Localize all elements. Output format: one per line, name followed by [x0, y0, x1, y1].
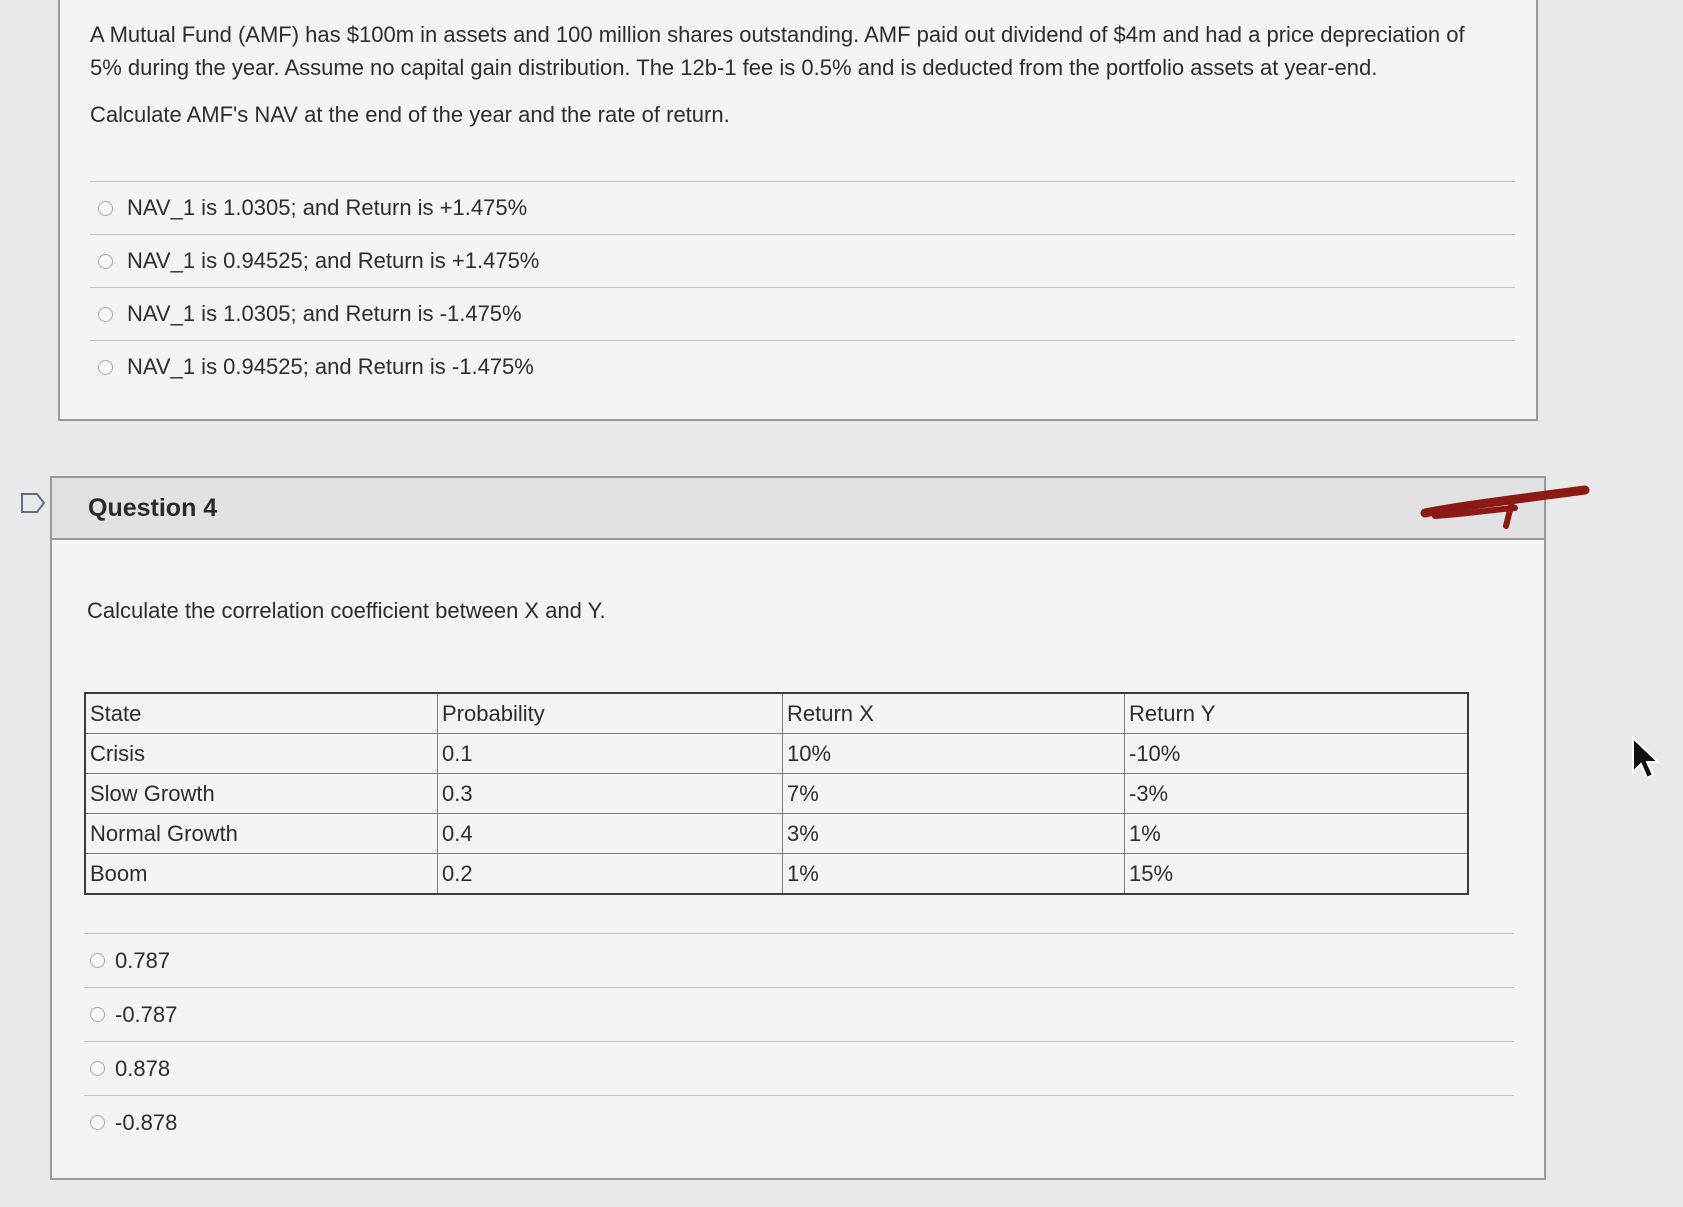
table-cell: Boom [85, 854, 438, 895]
table-cell: 0.1 [438, 734, 783, 774]
table-header-cell: Probability [438, 693, 783, 734]
question-4-panel [50, 476, 1546, 1180]
mouse-pointer-icon [1630, 736, 1662, 782]
table-cell: -3% [1125, 774, 1469, 814]
question-4-header [52, 478, 1544, 540]
q4-option-3-label: 0.878 [115, 1055, 171, 1081]
table-cell: 1% [1125, 814, 1469, 854]
table-cell: Crisis [85, 734, 438, 774]
q4-option-4-label: -0.878 [115, 1109, 178, 1135]
q4-option-2[interactable] [84, 987, 1514, 1041]
question-4-options [84, 933, 1514, 1149]
radio-button[interactable] [90, 1115, 105, 1130]
table-header-cell: State [85, 693, 438, 734]
question-3-panel [58, 0, 1538, 421]
table-cell: 1% [783, 854, 1125, 895]
pen-mark-icon [1420, 478, 1590, 532]
q3-option-3[interactable] [90, 287, 1515, 340]
returns-table [84, 692, 1469, 895]
q4-option-4[interactable] [84, 1095, 1514, 1149]
q4-option-1-label: 0.787 [115, 947, 171, 973]
question-3-prompt: Calculate AMF's NAV at the end of the year and the rate of return. [90, 102, 730, 127]
radio-button[interactable] [98, 360, 113, 375]
table-row [85, 774, 1468, 814]
radio-button[interactable] [90, 1061, 105, 1076]
table-cell: 0.2 [438, 854, 783, 895]
table-cell: Normal Growth [85, 814, 438, 854]
question-3-text-line-1: A Mutual Fund (AMF) has $100m in assets and 100 million shares outstanding. AMF paid out dividend of $4m and had a price depreciation of [90, 22, 1465, 47]
table-cell: Slow Growth [85, 774, 438, 814]
q3-option-1[interactable] [90, 181, 1515, 234]
q3-option-3-label: NAV_1 is 1.0305; and Return is -1.475% [127, 301, 522, 326]
table-cell: 10% [783, 734, 1125, 774]
question-3-text [90, 18, 1490, 84]
table-cell: 0.3 [438, 774, 783, 814]
q4-option-3[interactable] [84, 1041, 1514, 1095]
table-cell: -10% [1125, 734, 1469, 774]
table-cell: 3% [783, 814, 1125, 854]
radio-button[interactable] [90, 1007, 105, 1022]
question-3-options [90, 181, 1515, 393]
q4-option-2-label: -0.787 [115, 1001, 178, 1027]
table-row [85, 734, 1468, 774]
table-cell: 0.4 [438, 814, 783, 854]
radio-button[interactable] [98, 201, 113, 216]
radio-button[interactable] [98, 254, 113, 269]
table-header-cell: Return Y [1125, 693, 1469, 734]
table-cell: 15% [1125, 854, 1469, 895]
question-4-prompt: Calculate the correlation coefficient between X and Y. [87, 598, 606, 623]
table-row [85, 814, 1468, 854]
table-header-cell: Return X [783, 693, 1125, 734]
q3-option-4-label: NAV_1 is 0.94525; and Return is -1.475% [127, 354, 534, 379]
table-cell: 7% [783, 774, 1125, 814]
question-3-text-line-2: 5% during the year. Assume no capital gain distribution. The 12b-1 fee is 0.5% and is deducted from the portfolio assets at year-end. [90, 55, 1378, 80]
table-row [85, 854, 1468, 895]
radio-button[interactable] [98, 307, 113, 322]
flag-outline-icon[interactable] [20, 492, 46, 514]
q3-option-2[interactable] [90, 234, 1515, 287]
q3-option-4[interactable] [90, 340, 1515, 393]
table-header-row [85, 693, 1468, 734]
question-4-title: Question 4 [88, 494, 218, 522]
q4-option-1[interactable] [84, 933, 1514, 987]
q3-option-1-label: NAV_1 is 1.0305; and Return is +1.475% [127, 195, 528, 220]
q3-option-2-label: NAV_1 is 0.94525; and Return is +1.475% [127, 248, 540, 273]
radio-button[interactable] [90, 953, 105, 968]
